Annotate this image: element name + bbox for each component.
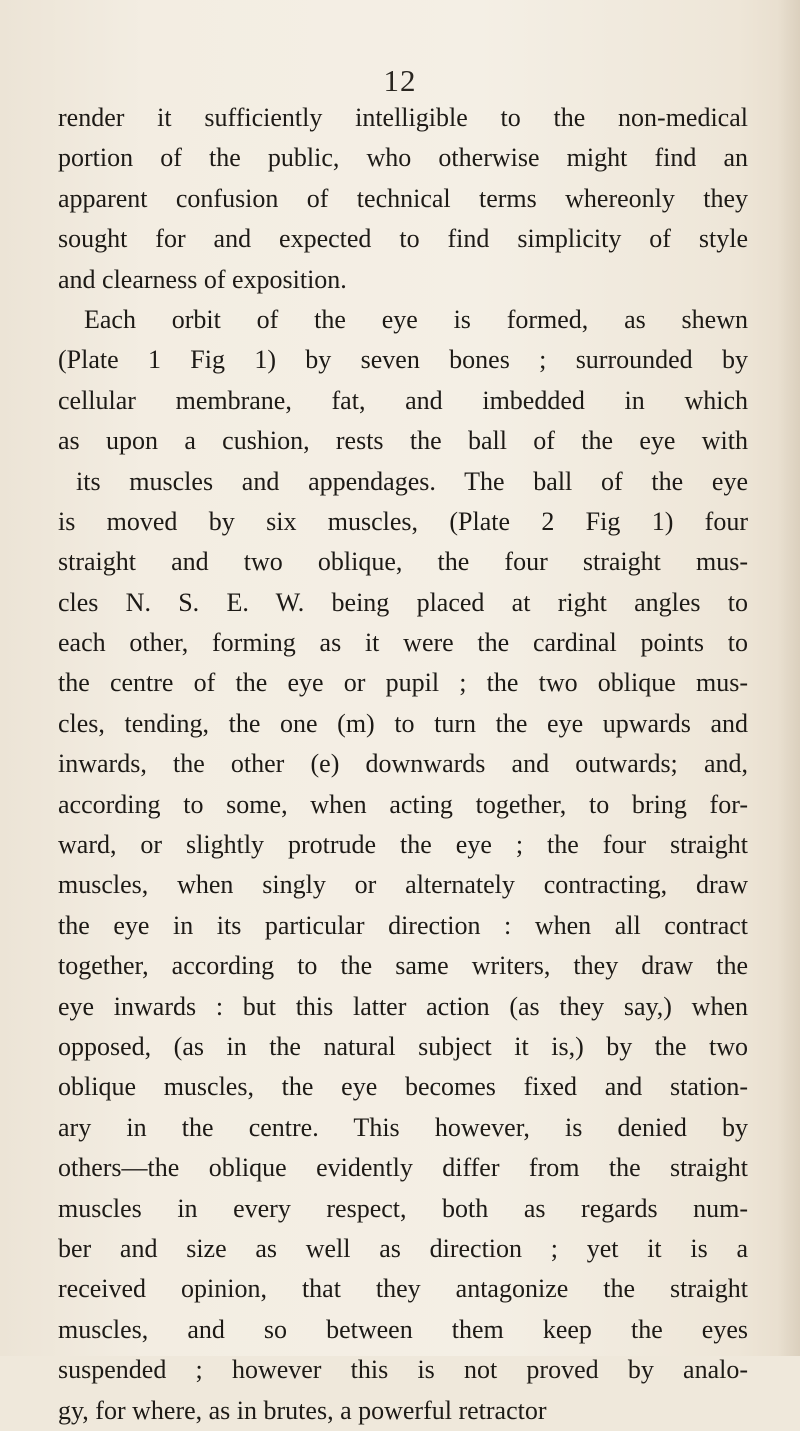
text-line: its muscles and appendages. The ball of the eye: [76, 466, 748, 496]
text-line: suspended ; however this is not proved by analo-: [58, 1355, 748, 1385]
text-line: eye inwards : but this latter action (as they say,) when: [58, 991, 748, 1021]
text-line: muscles, when singly or alternately contracting, draw: [58, 870, 748, 900]
text-line: Each orbit of the eye is formed, as shewn: [84, 304, 748, 334]
text-line: is moved by six muscles, (Plate 2 Fig 1) four: [58, 506, 748, 536]
text-line: each other, forming as it were the cardinal points to: [58, 628, 748, 658]
text-line: muscles in every respect, both as regards num-: [58, 1193, 748, 1223]
text-line: the eye in its particular direction : when all contract: [58, 910, 748, 940]
text-line: (Plate 1 Fig 1) by seven bones ; surrounded by: [58, 345, 748, 375]
text-line: cellular membrane, fat, and imbedded in which: [58, 385, 748, 415]
text-line: as upon a cushion, rests the ball of the eye with: [58, 426, 748, 456]
text-line: and clearness of exposition.: [58, 264, 347, 294]
text-line: together, according to the same writers, they draw the: [58, 951, 748, 981]
text-line: render it sufficiently intelligible to the non-medical: [58, 103, 748, 132]
text-line: straight and two oblique, the four straight mus-: [58, 547, 748, 577]
text-line: cles, tending, the one (m) to turn the eye upwards and: [58, 708, 748, 738]
text-line: gy, for where, as in brutes, a powerful retractor: [58, 1395, 547, 1425]
text-line: ber and size as well as direction ; yet it is a: [58, 1233, 748, 1263]
body-text: [58, 98, 748, 1431]
text-line: inwards, the other (e) downwards and outwards; and,: [58, 749, 748, 779]
text-line: cles N. S. E. W. being placed at right angles to: [58, 587, 748, 617]
text-line: ward, or slightly protrude the eye ; the four straight: [58, 830, 748, 860]
text-line: received opinion, that they antagonize the straight: [58, 1274, 748, 1304]
text-line: sought for and expected to find simplicity of style: [58, 224, 748, 254]
page-number: 12: [383, 63, 417, 98]
text-line: according to some, when acting together, to bring for-: [58, 789, 748, 819]
text-line: oblique muscles, the eye becomes fixed and station-: [58, 1072, 748, 1102]
text-line: the centre of the eye or pupil ; the two oblique mus-: [58, 668, 748, 698]
page-edge-shadow: [778, 0, 800, 1356]
text-line: portion of the public, who otherwise might find an: [58, 143, 748, 173]
text-line: opposed, (as in the natural subject it is,) by the two: [58, 1031, 748, 1061]
text-line: others—the oblique evidently differ from the straight: [58, 1153, 748, 1183]
text-line: ary in the centre. This however, is denied by: [58, 1112, 748, 1142]
text-line: muscles, and so between them keep the eyes: [58, 1314, 748, 1344]
text-line: apparent confusion of technical terms whereonly they: [58, 183, 748, 213]
